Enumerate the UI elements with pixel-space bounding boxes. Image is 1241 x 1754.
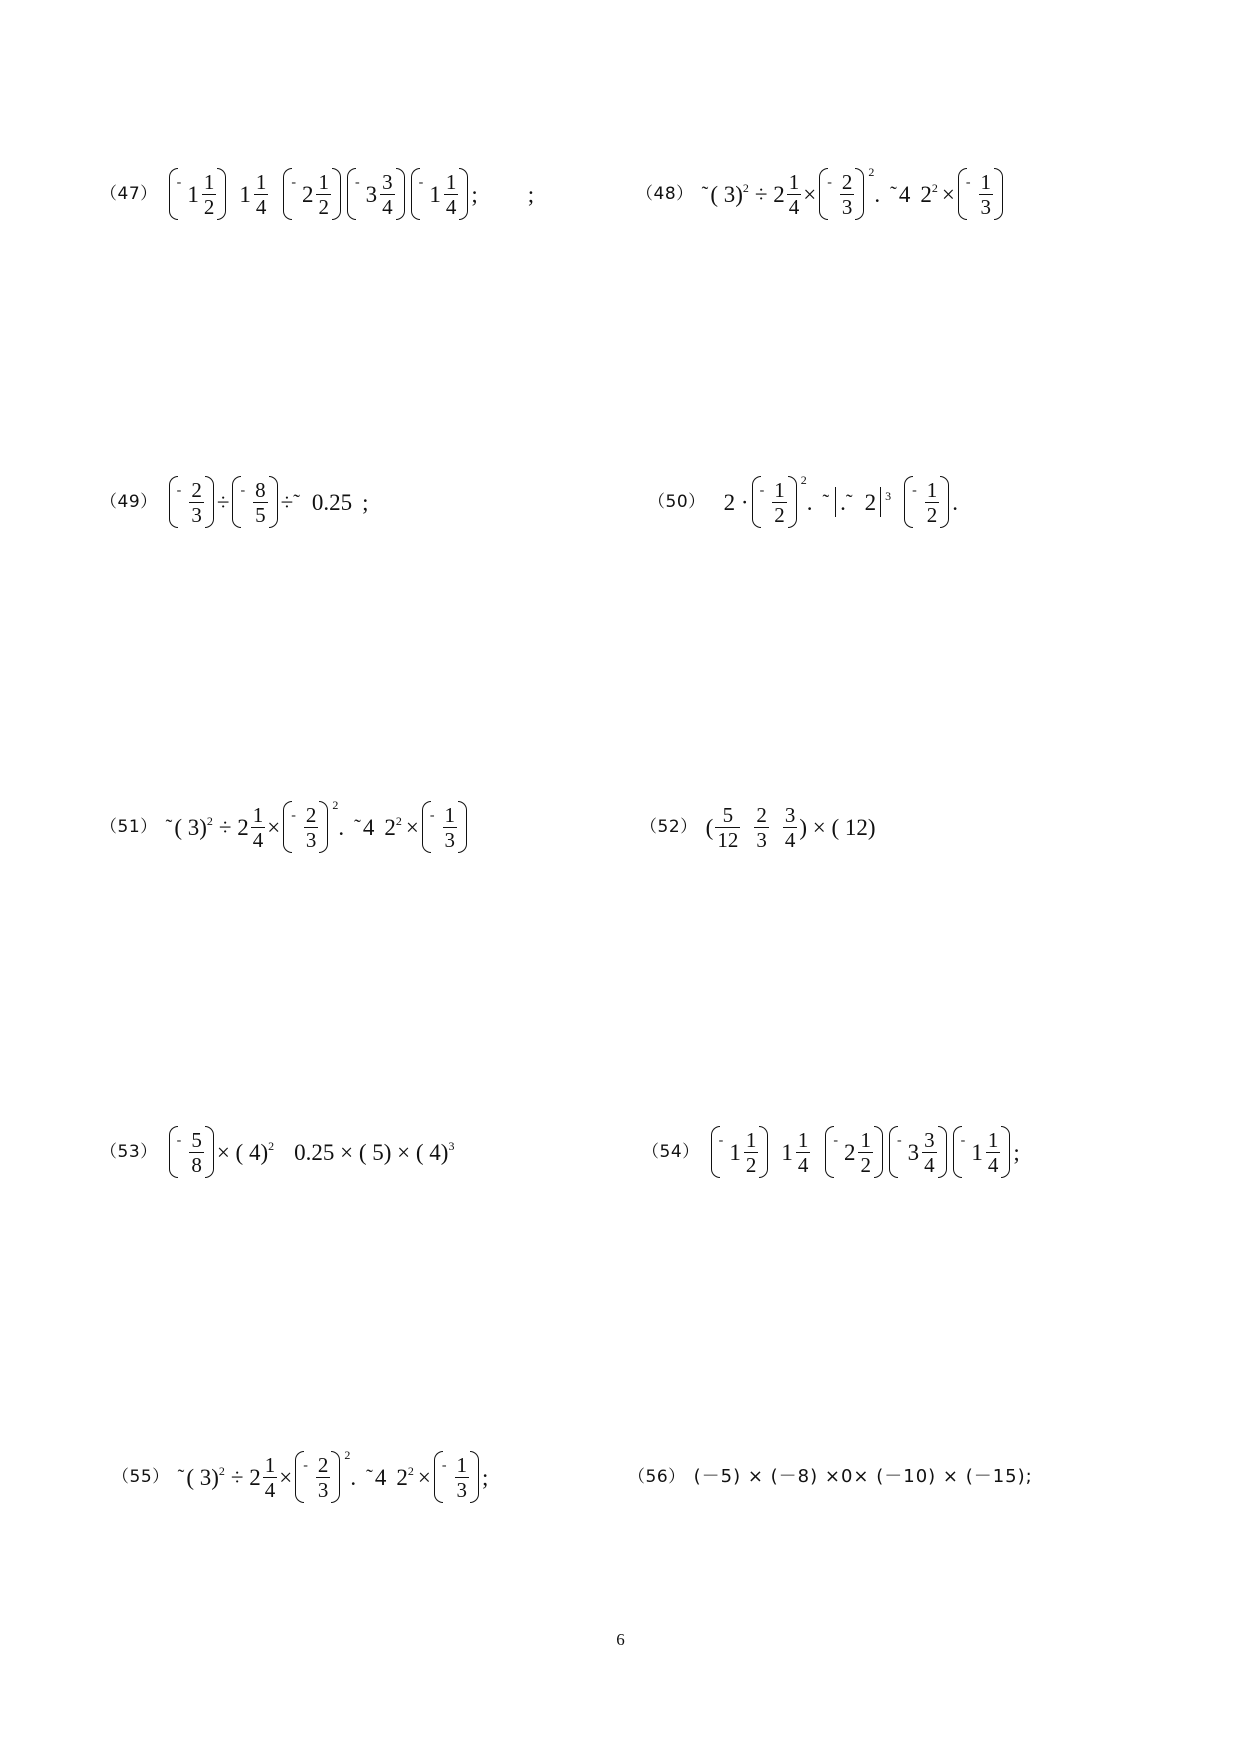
paren-group: - $\frac{2}{3}$: [283, 799, 328, 855]
problem-53: （53） - $\frac{5}{8}$ × ( 4) 2 0.25 × ( 5) × ( 4) 3: [100, 1120, 454, 1184]
paren-group: - 1 $\frac{1}{2}$: [169, 166, 227, 222]
problem-number: （53）: [100, 1141, 158, 1162]
paren-group: - 1 $\frac{1}{4}$: [411, 166, 469, 222]
paren-group: - $\frac{1}{2}$: [752, 474, 797, 530]
problem-number: （51）: [100, 816, 158, 837]
problem-number: （48）: [636, 183, 694, 204]
problem-50: （50） 2 · - $\frac{1}{2}$ 2 . ˜ . ˜ 2 3 - $\frac{1}{2}$ .: [648, 470, 958, 534]
paren-group: - $\frac{1}{3}$: [434, 1449, 479, 1505]
mixed-number: 1 $\frac{1}{2}$: [187, 169, 215, 219]
problem-number: （52）: [640, 816, 698, 837]
problem-54: （54） - 1 $\frac{1}{2}$ 1 $\frac{1}{4}$ - 2 $\frac{1}{2}$ - 3 $\frac{3}{4}$ - 1 $\frac{1}{4}$ ;: [642, 1120, 1020, 1184]
paren-group: - 1 $\frac{1}{4}$: [953, 1124, 1011, 1180]
mixed-number: 1 $\frac{1}{4}$: [239, 169, 267, 219]
problem-number: （55）: [112, 1466, 170, 1487]
problem-number: （47）: [100, 183, 158, 204]
paren-group: - 2 $\frac{1}{2}$: [825, 1124, 883, 1180]
paren-group: - 3 $\frac{3}{4}$: [889, 1124, 947, 1180]
paren-group: - 2 $\frac{1}{2}$: [283, 166, 341, 222]
page-number: 6: [616, 1630, 625, 1649]
problem-number: （56）: [628, 1466, 686, 1487]
problem-52: （52） ( $\frac{5}{12}$ $\frac{2}{3}$ $\frac{3}{4}$ ) × ( 12): [640, 802, 876, 852]
problem-number: （50）: [648, 491, 706, 512]
problem-55: （55） ˜ ( 3) 2 ÷ 2 $\frac{1}{4}$ × - $\frac{2}{3}$ 2 . ˜ 4 2 2 × - $\frac{1}{3}$ ;: [112, 1445, 488, 1509]
paren-group: - $\frac{1}{3}$: [422, 799, 467, 855]
paren-group: - $\frac{2}{3}$: [295, 1449, 340, 1505]
paren-group: - $\frac{5}{8}$: [169, 1124, 214, 1180]
paren-group: - $\frac{8}{5}$: [232, 474, 277, 530]
paren-group: - $\frac{1}{2}$: [904, 474, 949, 530]
paren-group: - $\frac{2}{3}$: [819, 166, 864, 222]
paren-group: - $\frac{2}{3}$: [169, 474, 214, 530]
problem-49: （49） - $\frac{2}{3}$ ÷ - $\frac{8}{5}$ ÷ ˜ 0.25 ;: [100, 470, 369, 534]
problem-47: （47） - 1 $\frac{1}{2}$ 1 $\frac{1}{4}$ - 2 $\frac{1}{2}$ - 3 $\frac{3}{4}$ - 1 $\frac{1}{4}$ ; ;: [100, 162, 534, 226]
problem-48: （48） ˜ ( 3) 2 ÷ 2 $\frac{1}{4}$ × - $\frac{2}{3}$ 2 . ˜ 4 2 2 × - $\frac{1}{3}$: [636, 162, 1006, 226]
problem-51: （51） ˜ ( 3) 2 ÷ 2 $\frac{1}{4}$ × - $\frac{2}{3}$ 2 . ˜ 4 2 2 × - $\frac{1}{3}$: [100, 795, 470, 859]
problem-expression: (－5) × (－8) ×0× (－10) × (－15);: [693, 1466, 1033, 1487]
paren-group: - 3 $\frac{3}{4}$: [347, 166, 405, 222]
problem-number: （49）: [100, 491, 158, 512]
problem-number: （54）: [642, 1141, 700, 1162]
paren-group: - 1 $\frac{1}{2}$: [711, 1124, 769, 1180]
problem-56: [628, 1445, 1033, 1509]
paren-group: - $\frac{1}{3}$: [958, 166, 1003, 222]
